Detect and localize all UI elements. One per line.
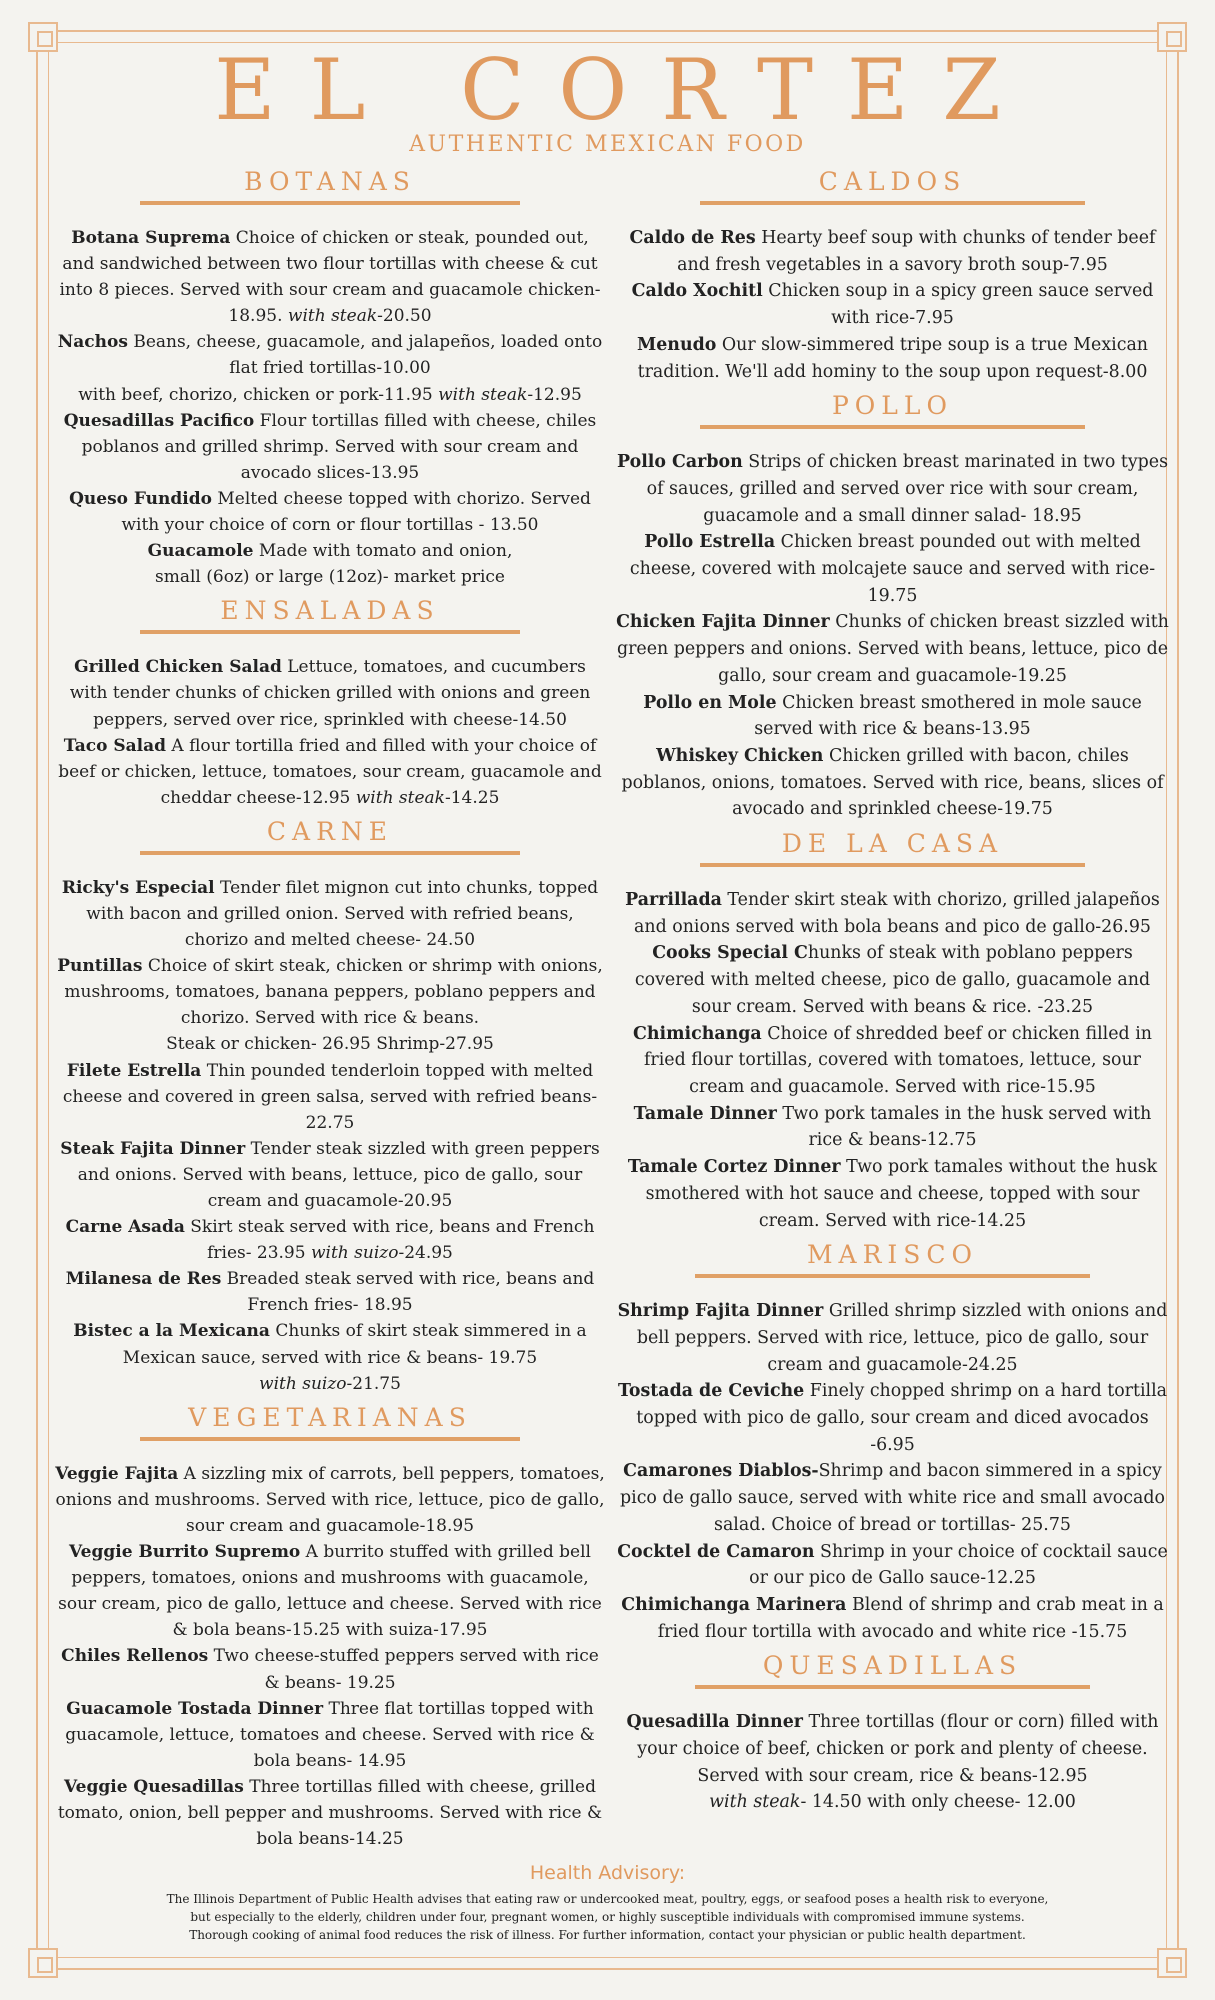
menu-item-name: Tamale Dinner xyxy=(633,1103,777,1124)
menu-item-name: Tamale Cortez Dinner xyxy=(627,1157,841,1178)
menu-item-description: Thin pounded tenderloin topped with melted cheese and covered in green salsa, served with refried beans-22.75 xyxy=(62,1060,598,1133)
menu-item-name: Botana Suprema xyxy=(71,228,231,248)
menu-item-description: Three tortillas filled with cheese, grilled tomato, onion, bell pepper and mushrooms. Served with rice & bola beans-14.25 xyxy=(57,1776,603,1850)
menu-item xyxy=(55,329,605,407)
section-heading: ENSALADAS xyxy=(220,596,440,626)
menu-item xyxy=(615,1592,1170,1645)
menu-item-option-price: -14.25 xyxy=(444,787,500,808)
menu-item-name: Caldo Xochitl xyxy=(631,281,763,302)
menu-item-name: Veggie Burrito Supremo xyxy=(69,1542,301,1563)
menu-item xyxy=(55,1696,605,1774)
menu-item xyxy=(55,1539,605,1643)
section-heading: MARISCO xyxy=(806,1240,979,1270)
section-heading: POLLO xyxy=(831,391,953,421)
restaurant-title: EL CORTEZ xyxy=(214,41,1035,139)
menu-item xyxy=(615,743,1170,823)
menu-item xyxy=(615,1378,1170,1458)
menu-item-description: Flour tortillas filled with cheese, chiles poblanos and grilled shrimp. Served with sour cream and avocado slices-13.95 xyxy=(81,410,597,483)
menu-item-option: with steak xyxy=(287,306,378,327)
section-divider xyxy=(700,425,1085,429)
corner-ornament-bottom-left xyxy=(28,1948,58,1978)
menu-item-list xyxy=(55,225,605,590)
menu-item xyxy=(55,1058,605,1136)
menu-item xyxy=(615,609,1170,689)
menu-item-variant: Steak or chicken- 26.95 Shrimp-27.95 xyxy=(166,1034,494,1055)
menu-item-description: Lettuce, tomatoes, and cucumbers with tender chunks of chicken grilled with onions and green peppers, served over rice, sprinkled with cheese-14.50 xyxy=(69,657,591,730)
health-advisory-line: but especially to the elderly, children under four, pregnant women, or highly susceptible individuals with compromised immune systems. xyxy=(190,1910,1025,1924)
menu-item-option: with suizo xyxy=(259,1373,347,1394)
menu-item-name: Chicken Fajita Dinner xyxy=(616,612,830,633)
menu-item-description: Blend of shrimp and crab meat in a fried flour tortilla with avocado and white rice -15.75 xyxy=(657,1594,1164,1642)
menu-item-description: Two pork tamales in the husk served with rice & beans-12.75 xyxy=(776,1103,1152,1151)
menu-item-name: Whiskey Chicken xyxy=(656,745,824,766)
menu-item xyxy=(615,1709,1170,1816)
menu-item-name: Taco Salad xyxy=(63,735,166,756)
section-heading: DE LA CASA xyxy=(781,829,1004,859)
menu-item-name: Queso Fundido xyxy=(69,488,212,509)
menu-item xyxy=(55,1774,605,1852)
menu-item-name: Carne Asada xyxy=(65,1217,185,1238)
section-caldos xyxy=(615,165,1170,385)
menu-item-list xyxy=(615,449,1170,823)
menu-item-option: with steak xyxy=(438,384,528,405)
menu-item-name: Quesadillas Pacifico xyxy=(63,410,255,431)
menu-item-description: Beans, cheese, guacamole, and jalapeños, loaded onto flat fried tortillas-10.00 xyxy=(127,332,603,379)
menu-item-description: Chunks of skirt steak simmered in a Mexican sauce, served with rice & beans- 19.75 xyxy=(122,1321,587,1368)
menu-item-name: Tostada de Ceviche xyxy=(617,1381,805,1402)
menu-item-description: Tender skirt steak with chorizo, grilled jalapeños and onions served with bola beans and pico de gallo-26.95 xyxy=(634,890,1160,937)
menu-item-name: Bistec a la Mexicana xyxy=(73,1321,270,1342)
section-heading: BOTANAS xyxy=(244,167,416,196)
section-carne xyxy=(55,815,605,1397)
menu-item-description: Chicken grilled with bacon, chiles poblanos, onions, tomatoes. Served with rice, beans, slices of avocado and sprinkled cheese-19.75 xyxy=(621,745,1164,820)
menu-item xyxy=(55,1136,605,1214)
menu-item-list xyxy=(55,875,605,1397)
menu-item xyxy=(615,332,1170,385)
menu-item-description: Our slow-simmered tripe soup is a true Mexican tradition. We'll add hominy to the soup upon request-8.00 xyxy=(637,334,1149,382)
menu-item-name: Caldo de Res xyxy=(629,228,756,248)
menu-item xyxy=(55,953,605,1057)
menu-item xyxy=(615,690,1170,743)
menu-item-name: Pollo en Mole xyxy=(643,692,777,713)
menu-item-name: Guacamole xyxy=(147,541,254,562)
menu-item xyxy=(55,654,605,732)
menu-item xyxy=(55,225,605,329)
menu-item-description: Chicken breast pounded out with melted cheese, covered with molcajete sauce and served with rice-19.75 xyxy=(629,532,1156,606)
menu-item-option-price: -20.50 xyxy=(377,306,432,327)
section-pollo xyxy=(615,389,1170,823)
menu-item xyxy=(55,1266,605,1318)
menu-item-description: hunks of steak with poblano peppers covered with melted cheese, pico de gallo, guacamole and sour cream. Served with beans & rice. -23.25 xyxy=(634,943,1151,1017)
menu-item-list xyxy=(55,654,605,811)
menu-item xyxy=(615,1458,1170,1538)
section-divider xyxy=(140,851,520,855)
menu-item-option-price: -24.95 xyxy=(398,1243,453,1264)
menu-item-description: Choice of skirt steak, chicken or shrimp with onions, mushrooms, tomatoes, banana peppers, poblano peppers and chorizo. Served with rice & beans. xyxy=(64,956,603,1029)
menu-item-list xyxy=(615,1298,1170,1645)
menu-item-name: Cooks Special C xyxy=(652,943,808,964)
section-heading: QUESADILLAS xyxy=(762,1651,1023,1681)
left-column xyxy=(55,165,605,1852)
menu-item xyxy=(55,1461,605,1539)
section-botanas xyxy=(55,165,605,590)
menu-item xyxy=(55,538,605,590)
menu-item-option-price: - 14.50 with only cheese- 12.00 xyxy=(800,1792,1076,1813)
menu-item-description: Tender steak sizzled with green peppers and onions. Served with beans, lettuce, pico de gallo, sour cream and guacamole-20.95 xyxy=(77,1138,600,1211)
menu-item-description: Two pork tamales without the husk smothered with hot sauce and cheese, topped with sour cream. Served with rice-14.25 xyxy=(645,1157,1158,1231)
menu-item-description: Chicken breast smothered in mole sauce served with rice & beans-13.95 xyxy=(754,692,1142,740)
section-divider xyxy=(140,201,520,205)
menu-item-description: Strips of chicken breast marinated in two types of sauces, grilled and served over rice with sour cream, guacamole and a small dinner salad- 18.95 xyxy=(646,452,1168,526)
section-de-la-casa xyxy=(615,827,1170,1234)
menu-item-description: Made with tomato and onion, xyxy=(253,541,513,562)
corner-ornament-bottom-right xyxy=(1157,1948,1187,1978)
section-divider xyxy=(700,201,1085,205)
menu-item xyxy=(55,1214,605,1266)
menu-item-description: Finely chopped shrimp on a hard tortilla topped with pico de gallo, sour cream and diced avocados -6.95 xyxy=(636,1381,1168,1455)
menu-item-description: Skirt steak served with rice, beans and French fries- 23.95 xyxy=(184,1217,595,1264)
menu-item-name: Veggie Quesadillas xyxy=(64,1776,244,1797)
menu-item-name: Cocktel de Camaron xyxy=(617,1541,815,1562)
section-divider xyxy=(695,1685,1090,1689)
menu-item-name: Pollo Estrella xyxy=(644,532,776,553)
menu-item xyxy=(615,1539,1170,1592)
menu-item xyxy=(615,1154,1170,1234)
menu-item-name: Puntillas xyxy=(57,956,143,977)
menu-item-name: Shrimp Fajita Dinner xyxy=(617,1301,824,1322)
restaurant-subtitle: AUTHENTIC MEXICAN FOOD xyxy=(409,132,806,157)
menu-item xyxy=(615,1021,1170,1101)
menu-item-description: A sizzling mix of carrots, bell peppers, tomatoes, onions and mushrooms. Served with rice, lettuce, pico de gallo, sour cream and guacamole-18.95 xyxy=(55,1463,605,1536)
menu-item-name: Pollo Carbon xyxy=(616,452,743,473)
menu-item-description: Three flat tortillas topped with guacamole, lettuce, tomatoes and cheese. Served with rice & bola beans- 14.95 xyxy=(65,1698,595,1771)
menu-item-variant: small (6oz) or large (12oz)- market price xyxy=(155,567,505,588)
section-vegetarianas xyxy=(55,1401,605,1852)
menu-item-name: Camarones Diablos- xyxy=(623,1461,819,1482)
menu-item-name: Nachos xyxy=(57,332,128,353)
section-heading: CARNE xyxy=(266,816,394,846)
menu-item xyxy=(615,529,1170,609)
section-divider xyxy=(140,1437,520,1441)
menu-item-description: Grilled shrimp sizzled with onions and bell peppers. Served with rice, lettuce, pico de gallo, sour cream and guacamole-24.25 xyxy=(636,1301,1168,1375)
menu-item xyxy=(55,486,605,538)
menu-item-list xyxy=(615,225,1170,385)
menu-item-description: Shrimp in your choice of cocktail sauce or our pico de Gallo sauce-12.25 xyxy=(749,1541,1168,1589)
menu-item-description: Hearty beef soup with chunks of tender beef and fresh vegetables in a savory broth soup-7.95 xyxy=(677,228,1156,275)
menu-item-description: A flour tortilla fried and filled with your choice of beef or chicken, lettuce, tomatoes, sour cream, guacamole and cheddar cheese-12.95 xyxy=(58,735,602,808)
menu-item xyxy=(55,1318,605,1396)
menu-item-name: Chiles Rellenos xyxy=(61,1646,209,1667)
menu-item xyxy=(615,225,1170,278)
menu-item-description: Chunks of chicken breast sizzled with green peppers and onions. Served with beans, lettuce, pico de gallo, sour cream and guacamole-19.25 xyxy=(616,612,1169,686)
section-divider xyxy=(700,863,1085,867)
menu-item-description: Breaded steak served with rice, beans and French fries- 18.95 xyxy=(221,1269,595,1316)
menu-item-description: Chicken soup in a spicy green sauce served with rice-7.95 xyxy=(762,281,1154,329)
section-marisco xyxy=(615,1238,1170,1645)
menu-item-description: Choice of shredded beef or chicken filled in fried flour tortillas, covered with tomatoes, lettuce, sour cream and guacamole. Served with rice-15.95 xyxy=(643,1023,1152,1097)
menu-item-name: Quesadilla Dinner xyxy=(626,1712,803,1733)
menu-item xyxy=(55,875,605,953)
menu-item-name: Chimichanga Marinera xyxy=(621,1594,847,1615)
menu-item xyxy=(615,449,1170,529)
menu-item-description: Choice of chicken or steak, pounded out, and sandwiched between two flour tortillas with cheese & cut into 8 pieces. Served with sour cream and guacamole chicken-18.95. xyxy=(59,228,601,327)
menu-item-description: Tender filet mignon cut into chunks, topped with bacon and grilled onion. Served with refried beans, chorizo and melted cheese- 24.50 xyxy=(86,877,599,951)
menu-item-option: with suizo xyxy=(310,1243,399,1264)
menu-item xyxy=(615,940,1170,1020)
menu-item xyxy=(615,278,1170,331)
menu-item xyxy=(55,408,605,486)
menu-item-name: Chimichanga xyxy=(633,1023,762,1044)
menu-item-variant: with beef, chorizo, chicken or pork-11.95 xyxy=(78,384,439,405)
section-quesadillas xyxy=(615,1649,1170,1816)
menu-item-name: Ricky's Especial xyxy=(61,877,215,898)
health-advisory-text xyxy=(120,1890,1095,1944)
menu-item-list xyxy=(615,1709,1170,1816)
menu-item-description: A burrito stuffed with grilled bell peppers, tomatoes, onions and mushrooms with guacamole, sour cream, pico de gallo, lettuce and cheese. Served with rice & bola beans-15.25 with suiza-17.95 xyxy=(58,1542,602,1641)
menu-item-description: Two cheese-stuffed peppers served with rice & beans- 19.25 xyxy=(208,1646,599,1693)
health-advisory-title: Health Advisory: xyxy=(529,1862,686,1884)
menu-item-description: Three tortillas (flour or corn) filled with your choice of beef, chicken or pork and plenty of cheese. Served with sour cream, rice & beans-12.95 xyxy=(637,1712,1159,1786)
menu-item-name: Steak Fajita Dinner xyxy=(60,1138,246,1159)
menu-item-name: Guacamole Tostada Dinner xyxy=(66,1698,324,1719)
menu-item-description: Shrimp and bacon simmered in a spicy pico de gallo sauce, served with white rice and small avocado salad. Choice of bread or tortillas- 25.75 xyxy=(620,1461,1165,1535)
menu-item-list xyxy=(55,1461,605,1852)
section-ensaladas xyxy=(55,594,605,811)
menu-item-name: Filete Estrella xyxy=(66,1060,202,1081)
menu-item-list xyxy=(615,887,1170,1234)
menu-item-name: Grilled Chicken Salad xyxy=(74,657,282,678)
menu-item xyxy=(615,1101,1170,1154)
menu-item xyxy=(55,1643,605,1695)
section-divider xyxy=(140,630,520,634)
menu-item-name: Veggie Fajita xyxy=(55,1463,179,1484)
menu-item-option: with steak xyxy=(355,787,445,808)
section-heading: CALDOS xyxy=(818,167,967,196)
right-column xyxy=(615,165,1170,1816)
menu-item-name: Parrillada xyxy=(625,890,722,911)
menu-item-option-price: -12.95 xyxy=(527,384,582,405)
menu-item xyxy=(55,733,605,811)
health-advisory-line: The Illinois Department of Public Health advises that eating raw or undercooked meat, poultry, eggs, or seafood poses a health risk to everyone, xyxy=(166,1892,1049,1906)
section-heading: VEGETARIANAS xyxy=(188,1402,472,1432)
health-advisory-line: Thorough cooking of animal food reduces the risk of illness. For further information, contact your physician or public health department. xyxy=(189,1928,1026,1942)
menu-item-name: Menudo xyxy=(636,334,717,355)
menu-item xyxy=(615,887,1170,940)
menu-item-name: Milanesa de Res xyxy=(65,1269,222,1290)
menu-item-description: Melted cheese topped with chorizo. Served with your choice of corn or flour tortillas - 13.50 xyxy=(121,488,591,536)
menu-item xyxy=(615,1298,1170,1378)
menu-item-option: with steak xyxy=(709,1792,801,1813)
section-divider xyxy=(695,1274,1090,1278)
menu-item-option-price: -21.75 xyxy=(346,1373,401,1394)
